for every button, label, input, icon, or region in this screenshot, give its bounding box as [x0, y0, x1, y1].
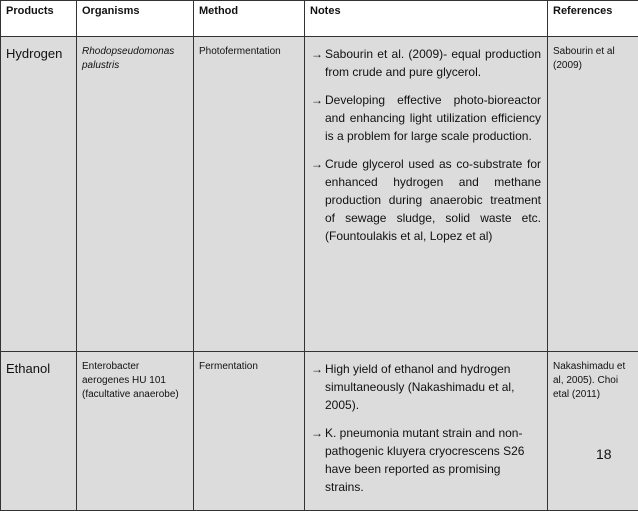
product-cell: Hydrogen	[1, 37, 77, 352]
note-item	[311, 424, 541, 496]
note-text: K. pneumonia mutant strain and non-pathogenic kluyera cryocrescens S26 have been reported as promising strains.	[325, 424, 541, 496]
method-cell: Photofermentation	[194, 37, 305, 352]
header-organisms: Organisms	[77, 1, 194, 37]
organism-cell	[77, 352, 194, 511]
table-row	[1, 37, 638, 352]
method-cell: Fermentation	[194, 352, 305, 511]
organism-name: Enterobacter aerogenes HU 101 (facultative anaerobe)	[82, 361, 179, 400]
arrow-icon: →	[311, 424, 325, 496]
header-method: Method	[194, 1, 305, 37]
note-item	[311, 91, 541, 145]
note-text: Crude glycerol used as co-substrate for enhanced hydrogen and methane production during anaerobic treatment of sewage sludge, solid waste etc. (Fountoulakis et al, Lopez et al)	[325, 155, 541, 245]
note-item	[311, 155, 541, 245]
organism-name: Rhodopseudomonas palustris	[82, 46, 174, 71]
note-text: Developing effective photo-bioreactor and enhancing light utilization efficiency is a problem for large scale production.	[325, 91, 541, 145]
header-products: Products	[1, 1, 77, 37]
note-text: High yield of ethanol and hydrogen simultaneously (Nakashimadu et al, 2005).	[325, 360, 541, 414]
reference-cell: Sabourin et al (2009)	[548, 37, 638, 352]
note-item	[311, 45, 541, 81]
arrow-icon: →	[311, 91, 325, 145]
note-text: Sabourin et al. (2009)- equal production from crude and pure glycerol.	[325, 45, 541, 81]
organism-cell	[77, 37, 194, 352]
arrow-icon: →	[311, 45, 325, 81]
header-notes: Notes	[305, 1, 548, 37]
reference-cell: Nakashimadu et al, 2005). Choi etal (2011)	[548, 352, 638, 511]
arrow-icon: →	[311, 155, 325, 245]
notes-cell	[305, 352, 548, 511]
page-number: 18	[596, 446, 612, 462]
note-item	[311, 360, 541, 414]
product-cell: Ethanol	[1, 352, 77, 511]
table-row	[1, 352, 638, 511]
arrow-icon: →	[311, 360, 325, 414]
header-references: References	[548, 1, 638, 37]
header-row	[1, 1, 638, 37]
notes-cell	[305, 37, 548, 352]
